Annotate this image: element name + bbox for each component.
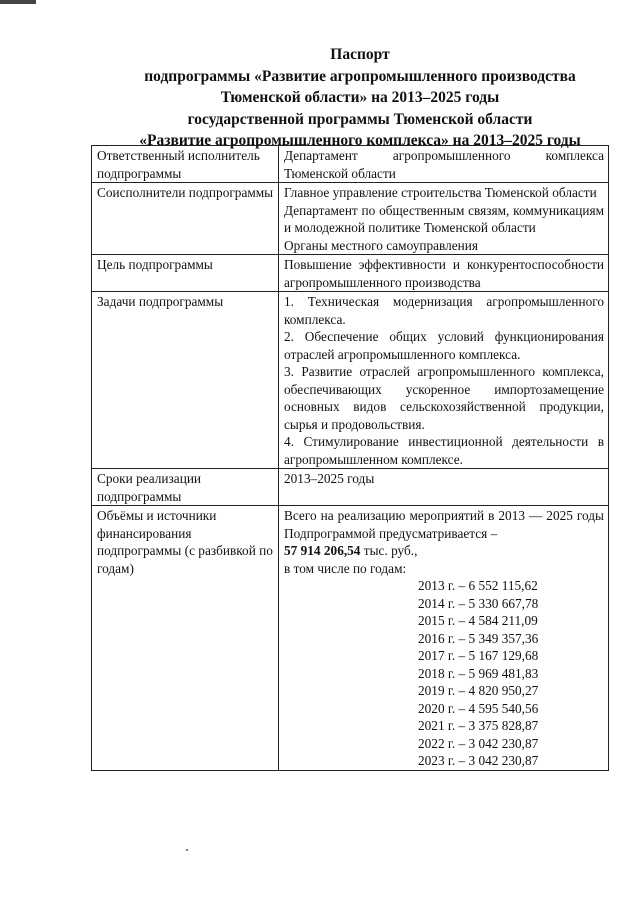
row-value: 2013–2025 годы [279, 469, 609, 506]
title-line: подпрограммы «Развитие агропромышленного производства [144, 67, 576, 85]
title-line: Паспорт [330, 46, 390, 63]
funding-year-line: 2017 г. – 5 167 129,68 [418, 648, 539, 663]
funding-total-line [284, 542, 604, 560]
funding-year-line: 2016 г. – 5 349 357,36 [418, 630, 539, 646]
scan-speck [186, 849, 188, 851]
coexecutor-item: Департамент по общественным связям, коммуникациям и молодежной политике Тюменской области [284, 202, 604, 235]
funding-year-line: 2019 г. – 4 820 950,27 [418, 683, 539, 698]
table-row-executor [92, 146, 609, 183]
passport-table [91, 145, 609, 771]
table-row-goal [92, 255, 609, 292]
coexecutor-item: Органы местного самоуправления [284, 237, 479, 253]
title-line: Тюменской области» на 2013–2025 годы [220, 89, 500, 106]
table-row-period [92, 469, 609, 506]
row-label: Сроки реализации подпрограммы [92, 469, 279, 506]
funding-year-line: 2018 г. – 5 969 481,83 [418, 665, 539, 681]
funding-year-line: 2022 г. – 3 042 230,87 [418, 735, 539, 751]
scan-corner-mark [0, 0, 36, 4]
row-label: Цель подпрограммы [92, 255, 279, 292]
funding-by-years-label: в том числе по годам: [284, 560, 407, 576]
row-value [279, 292, 609, 469]
row-label: Задачи подпрограммы [92, 292, 279, 469]
table-row-tasks [92, 292, 609, 469]
coexecutor-item: Главное управление строительства Тюменской области [284, 185, 597, 200]
funding-year-line: 2013 г. – 6 552 115,62 [418, 578, 538, 593]
funding-intro: Всего на реализацию мероприятий в 2013 — 2025 годы Подпрограммой предусматривается – [284, 508, 604, 541]
funding-total: 57 914 206,54 [284, 543, 361, 558]
row-label: Соисполнители подпрограммы [92, 183, 279, 255]
task-item: 3. Развитие отраслей агропромышленного комплекса, обеспечивающих ускоренное импортозамещение основных видов сельскохозяйственной продукции, сырья и продовольствия. [284, 364, 604, 432]
row-label: Ответственный исполнитель подпрограммы [92, 146, 279, 183]
row-label: Объёмы и источники финансирования подпрограммы (с разбивкой по годам) [92, 506, 279, 771]
table-row-funding [92, 506, 609, 771]
row-value: Повышение эффективности и конкурентоспособности агропромышленного производства [279, 255, 609, 292]
funding-year-line: 2020 г. – 4 595 540,56 [418, 700, 539, 716]
row-value: Департамент агропромышленного комплекса Тюменской области [279, 146, 609, 183]
task-item: 4. Стимулирование инвестиционной деятельности в агропромышленном комплексе. [284, 434, 604, 467]
title-line: «Развитие агропромышленного комплекса» на 2013–2025 годы [139, 132, 581, 149]
funding-year-line: 2014 г. – 5 330 667,78 [418, 595, 539, 611]
funding-year-line: 2023 г. – 3 042 230,87 [418, 753, 539, 768]
funding-year-line: 2015 г. – 4 584 211,09 [418, 613, 538, 628]
document-title [40, 44, 640, 152]
row-value [279, 183, 609, 255]
funding-years-list [284, 577, 604, 770]
title-line: государственной программы Тюменской области [187, 110, 533, 128]
table-row-coexecutors [92, 183, 609, 255]
funding-total-unit: тыс. руб., [360, 543, 418, 558]
task-item: 2. Обеспечение общих условий функционирования отраслей агропромышленного комплекса. [284, 329, 604, 362]
task-item: 1. Техническая модернизация агропромышленного комплекса. [284, 294, 604, 327]
funding-year-line: 2021 г. – 3 375 828,87 [418, 718, 539, 733]
row-value [279, 506, 609, 771]
